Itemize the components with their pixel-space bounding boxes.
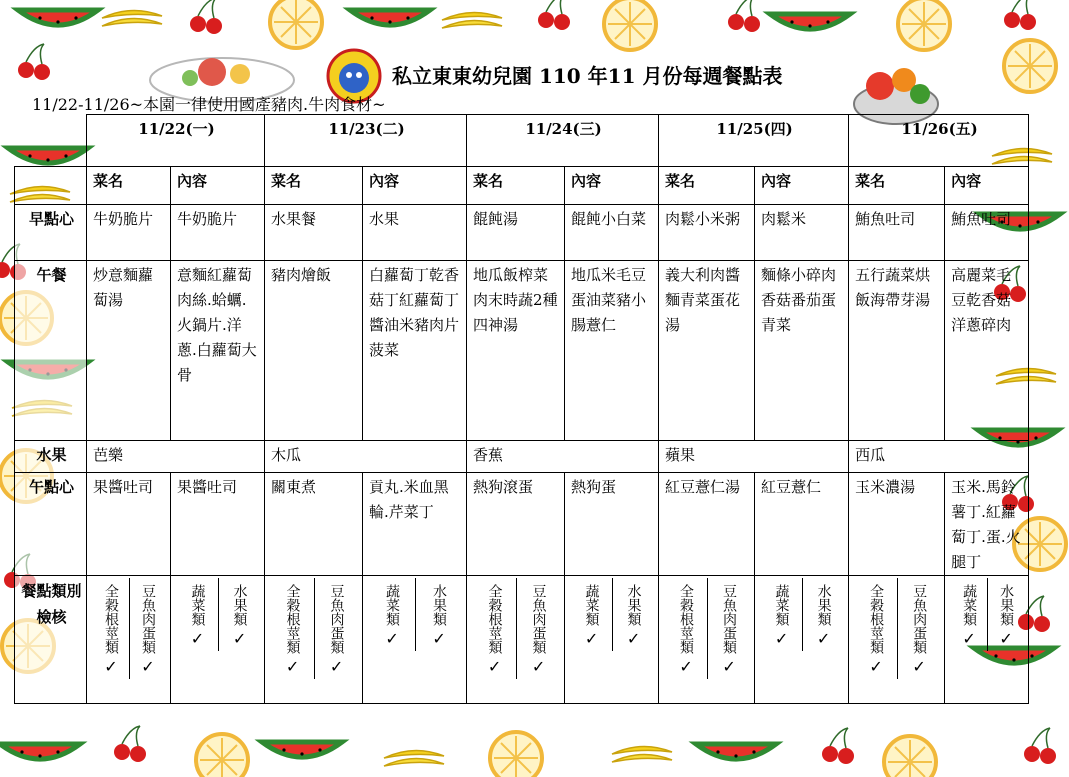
category-check-cell [755,576,849,704]
category-label: 全穀根莖類 [678,584,695,654]
category-check-cell [87,576,171,704]
dish-col-header: 菜名 [87,167,171,205]
fruit-cell: 香蕉 [467,441,659,473]
blank-label-cell [15,167,87,205]
category-column [130,578,166,679]
day-header: 11/26(五) [849,115,1029,167]
afternoon-content: 熱狗蛋 [565,473,659,576]
day-header: 11/24(三) [467,115,659,167]
category-label: 全穀根莖類 [868,584,885,654]
category-label: 蔬菜類 [773,584,790,626]
category-column [708,578,750,679]
content-col-header: 內容 [565,167,659,205]
breakfast-label: 早點心 [15,205,87,261]
breakfast-dish: 肉鬆小米粥 [659,205,755,261]
afternoon-dish: 果醬吐司 [87,473,171,576]
corner-cell [15,115,87,167]
lunch-dish: 義大利肉醬麵青菜蛋花湯 [659,261,755,441]
fruit-cell: 芭樂 [87,441,265,473]
content-col-header: 內容 [755,167,849,205]
check-mark: ✓ [679,657,693,676]
weekly-menu-table [14,114,1029,704]
breakfast-dish: 鮪魚吐司 [849,205,945,261]
breakfast-dish: 水果餐 [265,205,363,261]
category-label: 蔬菜類 [189,584,206,626]
afternoon-content: 果醬吐司 [171,473,265,576]
afternoon-content: 紅豆薏仁 [755,473,849,576]
breakfast-dish: 餛飩湯 [467,205,565,261]
check-mark: ✓ [774,629,789,648]
category-column [613,578,654,651]
dish-col-header: 菜名 [467,167,565,205]
day-header: 11/23(二) [265,115,467,167]
check-mark: ✓ [190,629,205,648]
category-label: 全穀根莖類 [486,584,503,654]
category-label: 水果類 [998,584,1015,626]
day-header: 11/22(一) [87,115,265,167]
check-mark: ✓ [141,657,155,676]
lunch-content: 高麗菜毛豆乾香菇洋蔥碎肉 [945,261,1029,441]
category-column [93,578,130,679]
category-label: 豆魚肉蛋類 [911,584,928,654]
content-col-header: 內容 [945,167,1029,205]
category-label: 蔬菜類 [961,584,978,626]
category-check-cell [659,576,755,704]
page-title: 私立東東幼兒園 110 年11 月份每週餐點表 [392,64,783,88]
lunch-dish: 五行蔬菜烘飯海帶芽湯 [849,261,945,441]
day-header: 11/25(四) [659,115,849,167]
dish-col-header: 菜名 [659,167,755,205]
check-mark: ✓ [232,629,247,648]
category-column [517,578,560,679]
category-column [898,578,940,679]
lunch-dish: 豬肉燴飯 [265,261,363,441]
category-column [219,578,260,651]
lunch-dish: 炒意麵蘿蔔湯 [87,261,171,441]
category-label: 水果類 [431,584,448,626]
content-col-header: 內容 [171,167,265,205]
category-label: 水果類 [815,584,832,626]
category-label: 豆魚肉蛋類 [721,584,738,654]
category-check-cell [849,576,945,704]
check-mark: ✓ [531,657,546,676]
category-check-cell [467,576,565,704]
category-column [315,578,358,679]
category-label: 全穀根莖類 [103,584,119,654]
check-mark: ✓ [432,629,446,648]
breakfast-content: 鮪魚吐司 [945,205,1029,261]
breakfast-dish: 牛奶脆片 [87,205,171,261]
lunch-content: 麵條小碎肉香菇番茄蛋青菜 [755,261,849,441]
check-mark: ✓ [869,657,883,676]
category-column [855,578,898,679]
category-column [803,578,844,651]
date-range-note: 11/22-11/26~本園一律使用國產豬肉.牛肉食材~ [32,95,386,114]
category-column [416,578,462,651]
category-column [988,578,1024,651]
check-mark: ✓ [962,629,976,648]
category-check-label: 餐點類別檢核 [15,576,87,704]
breakfast-content: 餛飩小白菜 [565,205,659,261]
afternoon-dish: 熱狗滾蛋 [467,473,565,576]
category-label: 水果類 [231,584,248,626]
content-col-header: 內容 [363,167,467,205]
category-check-cell [363,576,467,704]
category-check-cell [171,576,265,704]
afternoon-dish: 紅豆薏仁湯 [659,473,755,576]
check-mark: ✓ [816,629,831,648]
category-label: 全穀根莖類 [284,584,301,654]
category-label: 豆魚肉蛋類 [140,584,156,654]
category-label: 豆魚肉蛋類 [530,584,547,654]
category-column [473,578,517,679]
check-mark: ✓ [329,657,344,676]
category-column [369,578,416,651]
category-check-cell [565,576,659,704]
check-mark: ✓ [385,629,399,648]
fruit-cell: 木瓜 [265,441,467,473]
dish-col-header: 菜名 [265,167,363,205]
afternoon-content: 玉米.馬鈴薯丁.紅蘿蔔丁.蛋.火腿丁 [945,473,1029,576]
category-column [761,578,803,651]
afternoon-label: 午點心 [15,473,87,576]
lunch-content: 白蘿蔔丁乾香菇丁紅蘿蔔丁醬油米豬肉片菠菜 [363,261,467,441]
check-mark: ✓ [912,657,926,676]
category-column [271,578,315,679]
category-label: 蔬菜類 [583,584,600,626]
lunch-dish: 地瓜飯榨菜肉末時蔬2種四神湯 [467,261,565,441]
check-mark: ✓ [626,629,641,648]
check-mark: ✓ [584,629,599,648]
breakfast-content: 水果 [363,205,467,261]
fruit-cell: 蘋果 [659,441,849,473]
category-label: 水果類 [625,584,642,626]
check-mark: ✓ [104,657,118,676]
category-column [951,578,988,651]
lunch-content: 地瓜米毛豆蛋油菜豬小腸薏仁 [565,261,659,441]
category-column [665,578,708,679]
lunch-label: 午餐 [15,261,87,441]
check-mark: ✓ [722,657,736,676]
category-column [571,578,613,651]
category-label: 豆魚肉蛋類 [328,584,345,654]
category-column [177,578,219,651]
category-check-cell [945,576,1029,704]
check-mark: ✓ [487,657,502,676]
breakfast-content: 肉鬆米 [755,205,849,261]
afternoon-content: 貢丸.米血黑輪.芹菜丁 [363,473,467,576]
check-mark: ✓ [999,629,1013,648]
check-mark: ✓ [285,657,300,676]
dish-col-header: 菜名 [849,167,945,205]
fruit-label: 水果 [15,441,87,473]
afternoon-dish: 關東煮 [265,473,363,576]
breakfast-content: 牛奶脆片 [171,205,265,261]
category-label: 蔬菜類 [384,584,401,626]
category-check-cell [265,576,363,704]
fruit-cell: 西瓜 [849,441,1029,473]
lunch-content: 意麵紅蘿蔔肉絲.蛤蠣.火鍋片.洋蔥.白蘿蔔大骨 [171,261,265,441]
afternoon-dish: 玉米濃湯 [849,473,945,576]
